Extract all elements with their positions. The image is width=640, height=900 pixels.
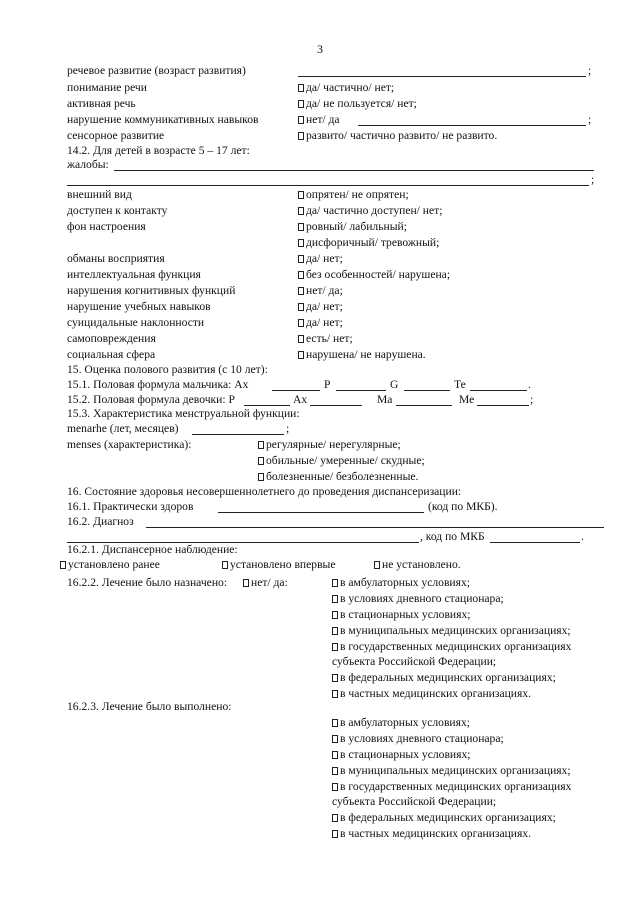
checkbox-icon[interactable]	[332, 767, 338, 775]
diagnosis-icd-label: , код по МКБ	[420, 530, 485, 543]
checkbox-icon[interactable]	[298, 207, 304, 215]
complaints-field-1[interactable]	[114, 158, 594, 171]
checkbox-icon[interactable]	[298, 132, 304, 140]
perception-options[interactable]: да/ нет;	[298, 252, 343, 266]
boy-g-label: G	[390, 378, 399, 391]
diagnosis-icd-field[interactable]	[490, 530, 580, 543]
checkbox-icon[interactable]	[332, 735, 338, 743]
treatment-prescribed-label: 16.2.2. Лечение было назначено:	[67, 576, 228, 589]
appearance-options[interactable]: опрятен/ не опрятен;	[298, 188, 409, 202]
speech-development-field[interactable]	[298, 64, 586, 77]
checkbox-icon[interactable]	[332, 595, 338, 603]
section-14-2-title: 14.2. Для детей в возрасте 5 – 17 лет:	[67, 144, 250, 157]
perception-label: обманы восприятия	[67, 252, 165, 265]
checkbox-icon[interactable]	[243, 579, 249, 587]
suicidal-options[interactable]: да/ нет;	[298, 316, 343, 330]
communication-skills-options[interactable]: нет/ да	[298, 113, 340, 127]
done-place-3[interactable]: в стационарных условиях;	[332, 748, 470, 762]
checkbox-icon[interactable]	[332, 830, 338, 838]
checkbox-icon[interactable]	[298, 271, 304, 279]
checkbox-icon[interactable]	[298, 239, 304, 247]
mood-options[interactable]: ровный/ лабильный;	[298, 220, 407, 234]
prescribed-place-7[interactable]: в частных медицинских организациях.	[332, 687, 531, 701]
diagnosis-label: 16.2. Диагноз	[67, 515, 134, 528]
checkbox-icon[interactable]	[298, 351, 304, 359]
checkbox-icon[interactable]	[222, 561, 228, 569]
cognitive-label: нарушения когнитивных функций	[67, 284, 236, 297]
done-place-2[interactable]: в условиях дневного стационара;	[332, 732, 504, 746]
communication-skills-end: ;	[588, 113, 592, 126]
boy-p-label: Р	[324, 378, 331, 391]
checkbox-icon[interactable]	[332, 674, 338, 682]
checkbox-icon[interactable]	[258, 473, 264, 481]
checkbox-icon[interactable]	[298, 116, 304, 124]
menses-option-2[interactable]: обильные/ умеренные/ скудные;	[258, 454, 425, 468]
boy-p-field[interactable]	[336, 378, 386, 391]
checkbox-icon[interactable]	[298, 100, 304, 108]
girl-ma-field[interactable]	[396, 393, 452, 406]
checkbox-icon[interactable]	[374, 561, 380, 569]
menses-label: menses (характеристика):	[67, 438, 192, 451]
done-place-5-cont: субъекта Российской Федерации;	[332, 795, 497, 808]
appearance-label: внешний вид	[67, 188, 132, 201]
girl-ax-field[interactable]	[310, 393, 362, 406]
healthy-label: 16.1. Практически здоров	[67, 500, 194, 513]
checkbox-icon[interactable]	[298, 223, 304, 231]
prescribed-place-3[interactable]: в стационарных условиях;	[332, 608, 470, 622]
checkbox-icon[interactable]	[258, 457, 264, 465]
checkbox-icon[interactable]	[298, 287, 304, 295]
menses-option-1[interactable]: регулярные/ нерегулярные;	[258, 438, 401, 452]
done-place-5[interactable]: в государственных медицинских организациях	[332, 780, 571, 794]
menses-option-3[interactable]: болезненные/ безболезненные.	[258, 470, 418, 484]
checkbox-icon[interactable]	[298, 191, 304, 199]
checkbox-icon[interactable]	[332, 751, 338, 759]
girl-ax-label: Ах	[293, 393, 308, 406]
checkbox-icon[interactable]	[332, 643, 338, 651]
checkbox-icon[interactable]	[332, 627, 338, 635]
speech-development-label: речевое развитие (возраст развития)	[67, 64, 246, 77]
menarhe-end: ;	[286, 422, 290, 435]
prescribed-place-4[interactable]: в муниципальных медицинских организациях;	[332, 624, 571, 638]
checkbox-icon[interactable]	[332, 814, 338, 822]
speech-understanding-options[interactable]: да/ частично/ нет;	[298, 81, 394, 95]
girl-me-label: Ме	[459, 393, 475, 406]
sensory-development-label: сенсорное развитие	[67, 129, 165, 142]
boy-formula-label: 15.1. Половая формула мальчика: Ах	[67, 378, 249, 391]
active-speech-label: активная речь	[67, 97, 136, 110]
boy-g-field[interactable]	[404, 378, 450, 391]
complaints-label: жалобы:	[67, 158, 109, 171]
girl-p-field[interactable]	[244, 393, 290, 406]
checkbox-icon[interactable]	[332, 611, 338, 619]
mood-options-2[interactable]: дисфоричный/ тревожный;	[298, 236, 439, 250]
checkbox-icon[interactable]	[258, 441, 264, 449]
complaints-end: ;	[591, 173, 595, 186]
prescribed-place-2[interactable]: в условиях дневного стационара;	[332, 592, 504, 606]
speech-development-end: ;	[588, 64, 592, 77]
boy-formula-end: .	[528, 378, 531, 391]
social-label: социальная сфера	[67, 348, 156, 361]
diagnosis-end: .	[581, 530, 584, 543]
girl-formula-label: 15.2. Половая формула девочки: Р	[67, 393, 235, 406]
complaints-field-2[interactable]	[67, 173, 589, 186]
checkbox-icon[interactable]	[298, 84, 304, 92]
intellect-label: интеллектуальная функция	[67, 268, 201, 281]
treatment-done-label: 16.2.3. Лечение было выполнено:	[67, 700, 232, 713]
menstrual-title: 15.3. Характеристика менструальной функции:	[67, 407, 300, 420]
treatment-prescribed-yn[interactable]: нет/ да:	[243, 576, 288, 590]
cognitive-options[interactable]: нет/ да;	[298, 284, 343, 298]
checkbox-icon[interactable]	[332, 690, 338, 698]
speech-understanding-label: понимание речи	[67, 81, 147, 94]
checkbox-icon[interactable]	[298, 335, 304, 343]
suicidal-label: суицидальные наклонности	[67, 316, 205, 329]
page-number: 3	[317, 42, 323, 56]
checkbox-icon[interactable]	[298, 255, 304, 263]
menarhe-label: menarhe (лет, месяцев)	[67, 422, 179, 435]
menarhe-field[interactable]	[192, 422, 284, 435]
healthy-icd-field[interactable]	[218, 500, 424, 513]
boy-te-field[interactable]	[470, 378, 527, 391]
section-16-title: 16. Состояние здоровья несовершеннолетнего до проведения диспансеризации:	[67, 485, 462, 498]
active-speech-options[interactable]: да/ не пользуется/ нет;	[298, 97, 417, 111]
checkbox-icon[interactable]	[332, 719, 338, 727]
dispensary-option-none[interactable]: не установлено.	[374, 558, 461, 572]
dispensary-option-earlier[interactable]: установлено ранее	[60, 558, 160, 572]
done-place-4[interactable]: в муниципальных медицинских организациях;	[332, 764, 571, 778]
contact-label: доступен к контакту	[67, 204, 168, 217]
done-place-1[interactable]: в амбулаторных условиях;	[332, 716, 470, 730]
diagnosis-field-1[interactable]	[146, 515, 604, 528]
intellect-options[interactable]: без особенностей/ нарушена;	[298, 268, 450, 282]
boy-ax-field[interactable]	[272, 378, 320, 391]
done-place-7[interactable]: в частных медицинских организациях.	[332, 827, 531, 841]
diagnosis-field-2[interactable]	[67, 530, 419, 543]
dispensary-option-first[interactable]: установлено впервые	[222, 558, 335, 572]
checkbox-icon[interactable]	[298, 303, 304, 311]
girl-ma-label: Ма	[377, 393, 393, 406]
social-options[interactable]: нарушена/ не нарушена.	[298, 348, 426, 362]
dispensary-title: 16.2.1. Диспансерное наблюдение:	[67, 543, 238, 556]
boy-te-label: Те	[454, 378, 466, 391]
healthy-tail: (код по МКБ).	[428, 500, 498, 513]
communication-skills-field[interactable]	[358, 113, 586, 126]
prescribed-place-1[interactable]: в амбулаторных условиях;	[332, 576, 470, 590]
mood-label: фон настроения	[67, 220, 146, 233]
section-15-title: 15. Оценка полового развития (с 10 лет):	[67, 363, 268, 376]
learning-skills-options[interactable]: да/ нет;	[298, 300, 343, 314]
sensory-development-options[interactable]: развито/ частично развито/ не развито.	[298, 129, 497, 143]
learning-skills-label: нарушение учебных навыков	[67, 300, 211, 313]
prescribed-place-5[interactable]: в государственных медицинских организациях	[332, 640, 571, 654]
checkbox-icon[interactable]	[298, 319, 304, 327]
checkbox-icon[interactable]	[332, 579, 338, 587]
checkbox-icon[interactable]	[60, 561, 66, 569]
prescribed-place-5-cont: субъекта Российской Федерации;	[332, 655, 497, 668]
girl-me-field[interactable]	[477, 393, 529, 406]
prescribed-place-6[interactable]: в федеральных медицинских организациях;	[332, 671, 556, 685]
girl-formula-end: ;	[530, 393, 534, 406]
self-harm-options[interactable]: есть/ нет;	[298, 332, 353, 346]
contact-options[interactable]: да/ частично доступен/ нет;	[298, 204, 442, 218]
checkbox-icon[interactable]	[332, 783, 338, 791]
self-harm-label: самоповреждения	[67, 332, 156, 345]
communication-skills-label: нарушение коммуникативных навыков	[67, 113, 259, 126]
done-place-6[interactable]: в федеральных медицинских организациях;	[332, 811, 556, 825]
